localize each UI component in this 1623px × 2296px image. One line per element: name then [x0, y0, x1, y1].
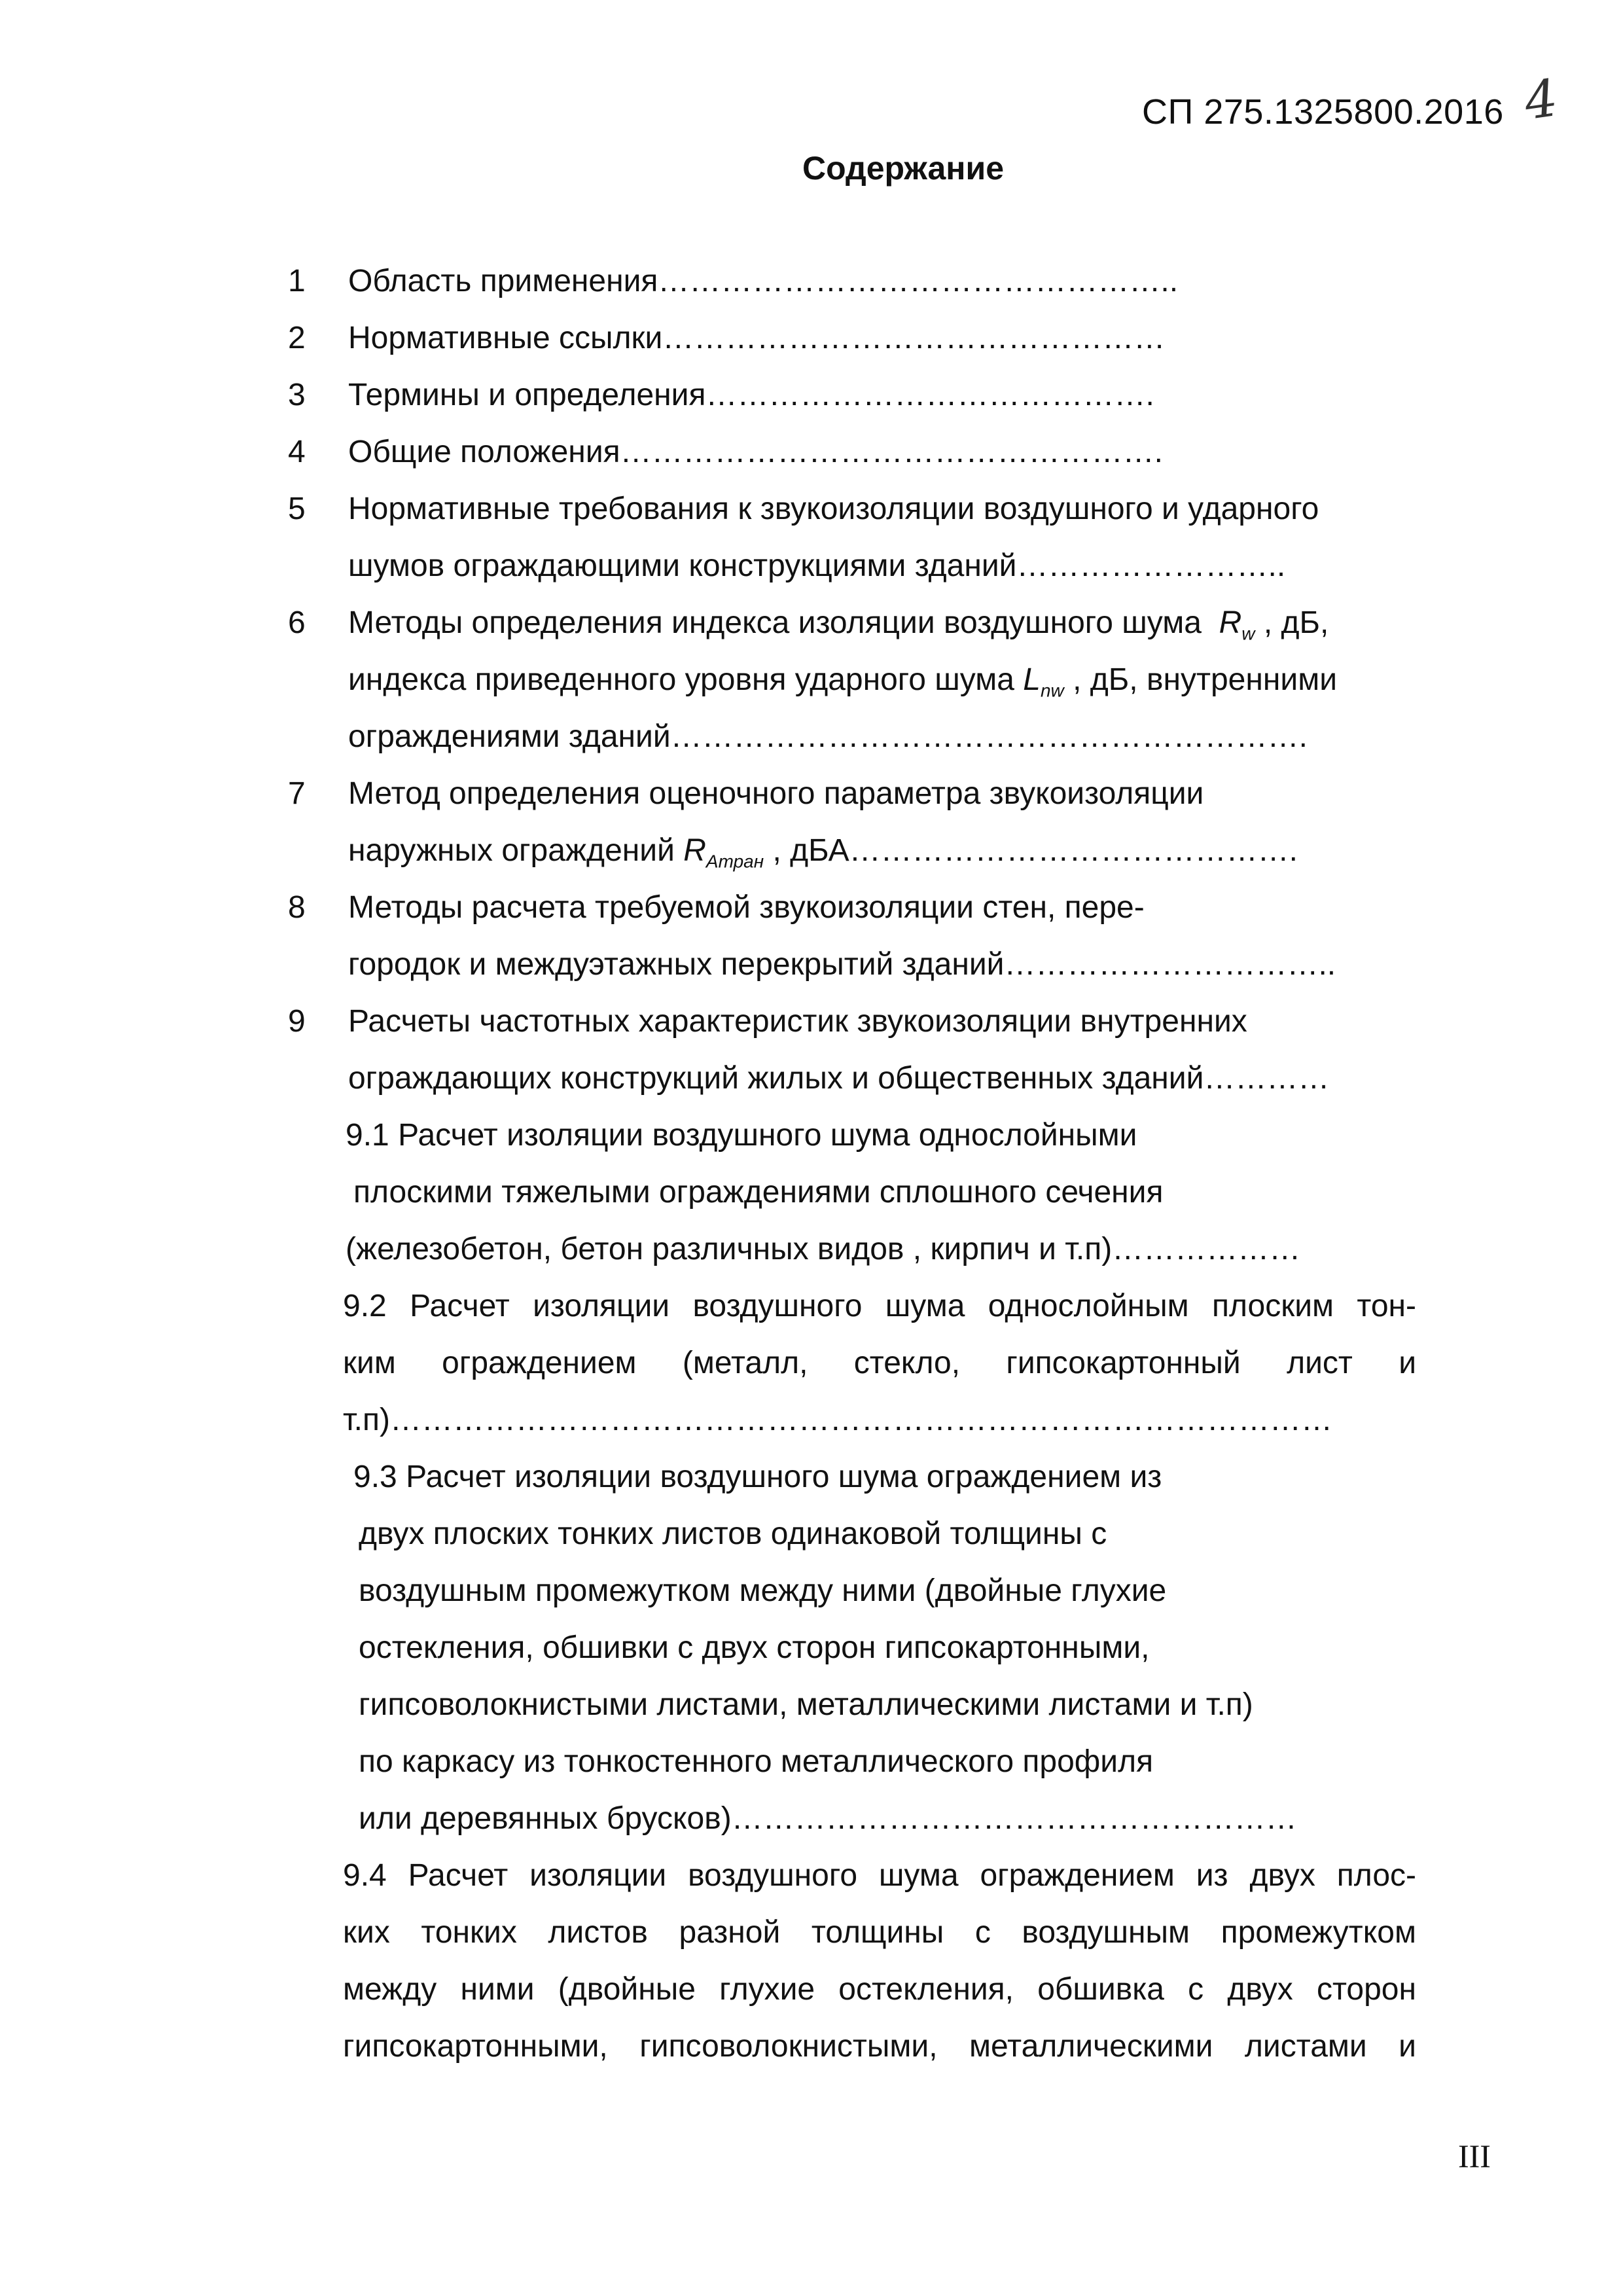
- toc-item-7-text-2: наружных ограждений: [348, 833, 675, 868]
- toc-item-number-5: 5: [288, 492, 306, 526]
- toc-item-5-line-2[interactable]: шумов ограждающими конструкциями зданий……………………..: [348, 548, 1286, 583]
- toc-item-4[interactable]: Общие положения…………………………………………….: [348, 435, 1163, 469]
- toc-sub-9-4-line-1[interactable]: 9.4 Расчет изоляции воздушного шума ограждением из двух плос-: [343, 1858, 1416, 1893]
- toc-item-number-2: 2: [288, 321, 306, 355]
- toc-sub-9-4-line-3[interactable]: между ними (двойные глухие остекления, обшивка с двух сторон: [343, 1972, 1416, 2007]
- toc-item-number-6: 6: [288, 605, 306, 640]
- toc-item-7-line-2[interactable]: [348, 831, 1298, 882]
- toc-sub-9-4-line-4[interactable]: гипсокартонными, гипсоволокнистыми, металлическими листами и: [343, 2029, 1416, 2064]
- toc-sub-9-4-line-2[interactable]: ких тонких листов разной толщины с воздушным промежутком: [343, 1915, 1416, 1950]
- toc-item-6-text-2: индекса приведенного уровня ударного шума: [348, 662, 1014, 697]
- lnw-unit: , дБ, внутренними: [1073, 662, 1337, 697]
- toc-sub-9-1-line-1[interactable]: 9.1 Расчет изоляции воздушного шума однослойными: [346, 1118, 1137, 1153]
- toc-item-6-line-3[interactable]: ограждениями зданий…………………………………………………….: [348, 719, 1308, 754]
- toc-sub-9-1-line-3[interactable]: (железобетон, бетон различных видов , кирпич и т.п)………………: [346, 1232, 1301, 1266]
- toc-sub-9-3-line-3[interactable]: воздушным промежутком между ними (двойные глухие: [359, 1573, 1167, 1608]
- toc-sub-9-3-line-2[interactable]: двух плоских тонких листов одинаковой толщины с: [359, 1516, 1107, 1551]
- toc-item-3[interactable]: Термины и определения…………………………………….: [348, 378, 1154, 412]
- toc-title: Содержание: [802, 150, 1005, 187]
- toc-item-number-7: 7: [288, 776, 306, 811]
- toc-item-6-text-1: Методы определения индекса изоляции воздушного шума: [348, 605, 1202, 640]
- toc-item-number-3: 3: [288, 378, 306, 412]
- lnw-symbol: $L_{nw}$: [1023, 662, 1064, 701]
- handwritten-page-number: 4: [1520, 68, 1561, 132]
- page-number-roman: III: [1458, 2138, 1491, 2174]
- toc-sub-9-3-line-4[interactable]: остекления, обшивки с двух сторон гипсокартонными,: [359, 1630, 1150, 1665]
- ra-unit: , дБА: [772, 833, 849, 868]
- toc-item-7-leader: …………………………………….: [849, 833, 1298, 868]
- toc-sub-9-2-line-3[interactable]: т.п)………………………………………………………………………………: [343, 1403, 1332, 1437]
- toc-item-number-4: 4: [288, 435, 306, 469]
- document-code: СП 275.1325800.2016: [1142, 92, 1504, 132]
- toc-item-9-line-2[interactable]: ограждающих конструкций жилых и общественных зданий…………: [348, 1061, 1330, 1096]
- toc-item-8-line-1[interactable]: Методы расчета требуемой звукоизоляции стен, пере-: [348, 890, 1145, 925]
- rw-unit: , дБ,: [1263, 605, 1329, 640]
- ra-symbol: $R_{Атран}$: [683, 833, 764, 872]
- toc-item-8-line-2[interactable]: городок и междуэтажных перекрытий зданий…………………………..: [348, 947, 1336, 982]
- toc-item-5-line-1[interactable]: Нормативные требования к звукоизоляции воздушного и ударного: [348, 492, 1319, 526]
- toc-item-1[interactable]: Область применения…………………………………………..: [348, 264, 1179, 298]
- toc-sub-9-2-line-2[interactable]: ким ограждением (металл, стекло, гипсокартонный лист и: [343, 1346, 1416, 1380]
- toc-item-7-line-1[interactable]: Метод определения оценочного параметра звукоизоляции: [348, 776, 1204, 811]
- toc-sub-9-3-line-1[interactable]: 9.3 Расчет изоляции воздушного шума ограждением из: [353, 1460, 1162, 1494]
- toc-sub-9-1-line-2[interactable]: плоскими тяжелыми ограждениями сплошного сечения: [353, 1175, 1164, 1210]
- toc-item-9-line-1[interactable]: Расчеты частотных характеристик звукоизоляции внутренних: [348, 1004, 1247, 1039]
- toc-item-number-8: 8: [288, 890, 306, 925]
- toc-sub-9-3-line-7[interactable]: или деревянных брусков)………………………………………………: [359, 1801, 1297, 1836]
- toc-sub-9-3-line-5[interactable]: гипсоволокнистыми листами, металлическими листами и т.п): [359, 1687, 1253, 1722]
- toc-sub-9-3-line-6[interactable]: по каркасу из тонкостенного металлического профиля: [359, 1744, 1154, 1779]
- rw-symbol: $R_w$: [1219, 605, 1255, 644]
- toc-item-2[interactable]: Нормативные ссылки…………………………………………: [348, 321, 1166, 355]
- toc-item-6-line-2[interactable]: [348, 660, 1337, 711]
- toc-item-6-line-1[interactable]: [348, 603, 1329, 654]
- toc-item-number-9: 9: [288, 1004, 306, 1039]
- toc-sub-9-2-line-1[interactable]: 9.2 Расчет изоляции воздушного шума однослойным плоским тон-: [343, 1289, 1416, 1323]
- toc-item-number-1: 1: [288, 264, 306, 298]
